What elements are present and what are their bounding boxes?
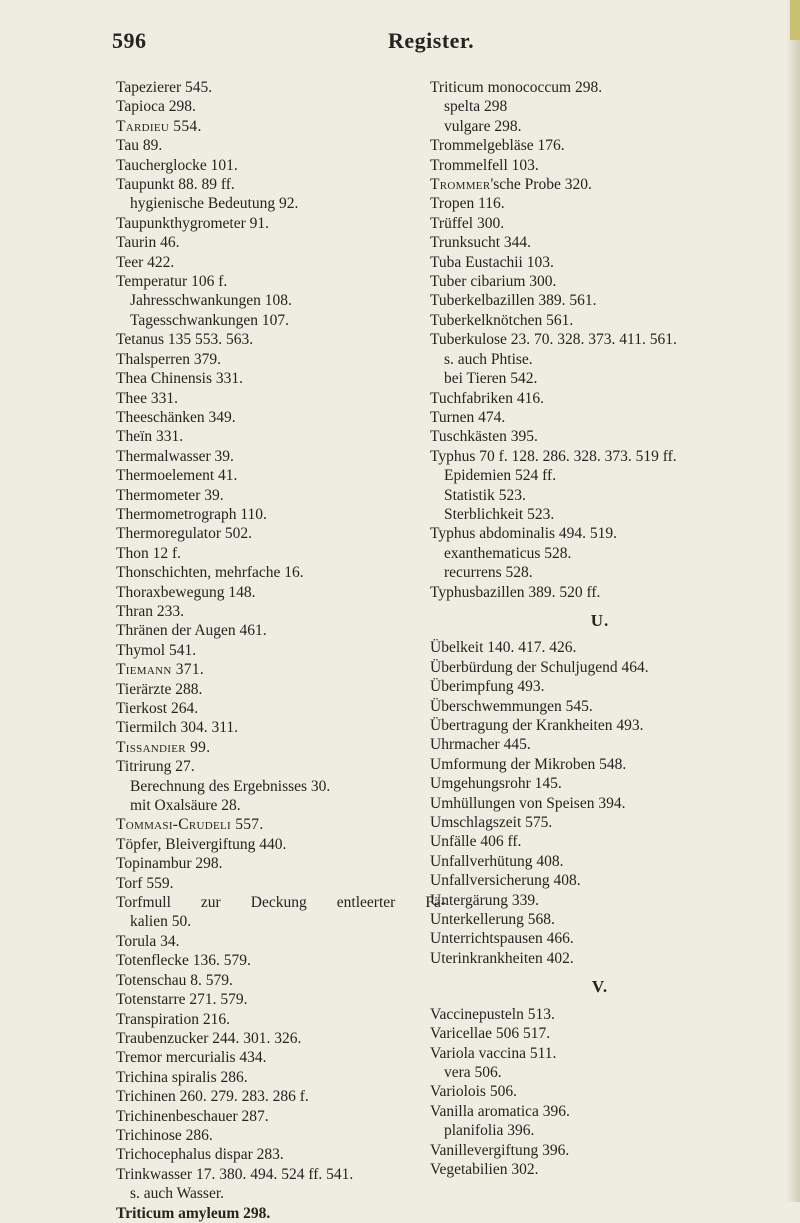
index-entry: Umschlagszeit 575. [430,814,553,832]
index-entry: Tiemann 371. [116,661,205,679]
index-entry: Tierkost 264. [116,700,199,717]
index-entry: Tissandier 99. [116,738,211,756]
index-entry: Thalsperren 379. [116,350,222,368]
index-entry: Transpiration 216. [116,1010,230,1028]
page-header [0,28,800,58]
index-entry: Tapezierer 545. [116,79,213,96]
index-subentry: Berechnung des Ergebnisses 30. [130,777,331,795]
index-entry: Typhus 70 f. 128. 286. 328. 373. 519 ff. [430,447,677,465]
index-entry: Traubenzucker 244. 301. 326. [116,1029,302,1047]
index-subentry: s. auch Wasser. [130,1185,225,1203]
index-entry: Thränen der Augen 461. [116,622,267,640]
entry-rest: 'sche Probe 320. [490,176,592,194]
index-entry: Umgehungsrohr 145. [430,775,562,793]
index-entry: Totenflecke 136. 579. [116,952,251,970]
index-entry: Tuschkästen 395. [430,428,538,446]
index-entry: Taucherglocke 101. [116,156,238,174]
index-entry: Tetanus 135 553. 563. [116,331,254,349]
index-entry: Tierärzte 288. [116,680,203,698]
index-subentry: vera 506. [444,1063,502,1081]
index-entry: Thermometrograph 110. [116,505,267,523]
index-entry: Unfälle 406 ff. [430,833,522,851]
index-entry: Tuberkelknötchen 561. [430,311,574,329]
index-entry: Trunksucht 344. [430,234,532,252]
index-entry: Trüffel 300. [430,214,505,232]
index-subentry: exanthematicus 528. [444,544,572,562]
index-entry: Thermometer 39. [116,486,224,504]
index-entry: Unfallversicherung 408. [430,872,581,890]
index-entry: Trichina spiralis 286. [116,1068,248,1086]
index-subentry: s. auch Phtise. [444,350,533,368]
index-entry: Tuba Eustachii 103. [430,253,554,271]
index-entry: Triticum monococcum 298. [430,79,603,96]
index-entry: Vanillevergiftung 396. [430,1141,570,1159]
index-entry: Thonschichten, mehrfache 16. [116,564,304,582]
index-entry: Thoraxbewegung 148. [116,583,256,601]
index-entry: Unfallverhütung 408. [430,852,564,870]
index-entry: Tropen 116. [430,195,505,213]
index-entry: Torfmull zur Deckung entleerter Fä- [116,894,446,912]
index-entry: Turnen 474. [430,408,506,426]
index-subentry: hygienische Bedeutung 92. [130,195,299,213]
index-subentry: kalien 50. [130,913,192,931]
index-subentry: spelta 298 [444,98,508,116]
section-letter-heading: V. [591,977,609,997]
index-entry: Tau 89. [116,137,163,155]
index-subentry: vulgare 298. [444,117,522,135]
index-entry: Variola vaccina 511. [430,1044,557,1062]
index-entry: Typhusbazillen 389. 520 ff. [430,583,601,601]
index-entry: Übertragung der Krankheiten 493. [430,717,644,734]
index-entry: Tuber cibarium 300. [430,273,557,291]
index-entry: Varicellae 506 517. [430,1025,551,1043]
index-subentry: Tagesschwankungen 107. [130,311,290,329]
index-entry: Uterinkrankheiten 402. [430,949,574,967]
index-entry: Tuberkulose 23. 70. 328. 373. 411. 561. [430,331,677,349]
index-entry: Typhus abdominalis 494. 519. [430,525,618,543]
index-entry: Tommasi-Crudeli 557. [116,816,264,834]
index-entry [430,175,770,194]
index-subentry: bei Tieren 542. [444,370,538,388]
index-column-right [430,78,770,1179]
index-entry: Teer 422. [116,253,175,271]
index-entry: Töpfer, Bleivergiftung 440. [116,835,287,853]
index-entry: Thermoelement 41. [116,467,238,485]
index-entry: Übelkeit 140. 417. 426. [430,639,577,657]
index-entry: Taupunkt 88. 89 ff. [116,176,235,194]
index-entry: Uhrmacher 445. [430,736,531,754]
index-entry: Thermalwasser 39. [116,447,234,465]
index-entry: Tremor mercurialis 434. [116,1049,267,1067]
page-number: 596 [112,28,147,53]
index-subentry: Statistik 523. [444,486,526,504]
index-subentry: Jahresschwankungen 108. [130,292,292,310]
index-entry: Thea Chinensis 331. [116,370,243,388]
index-entry: Überimpfung 493. [430,678,545,696]
index-entry: Überbürdung der Schuljugend 464. [430,658,649,676]
index-entry: Trichinenbeschauer 287. [116,1107,269,1125]
index-entry: Trommelfell 103. [430,156,539,174]
index-entry: Vanilla aromatica 396. [430,1102,570,1120]
index-entry: Thee 331. [116,389,178,407]
author-name: Trommer [430,176,491,194]
index-entry: Vegetabilien 302. [430,1160,539,1178]
index-entry: Untergärung 339. [430,891,540,909]
index-column-left [116,78,446,1223]
index-entry: Thran 233. [116,602,185,620]
running-title: Register. [388,28,475,53]
section-letter-heading: U. [590,610,610,630]
index-entry: Überschwemmungen 545. [430,697,593,715]
index-entry: Theeschänken 349. [116,408,236,426]
index-subentry: Epidemien 524 ff. [444,467,557,485]
index-entry: Thymol 541. [116,641,197,659]
index-entry: Tuchfabriken 416. [430,389,544,407]
index-entry: Taurin 46. [116,234,180,252]
index-entry: Taupunkthygrometer 91. [116,214,270,232]
index-entry: Tardieu 554. [116,117,202,135]
index-entry: Totenstarre 271. 579. [116,991,248,1009]
index-entry: Thermoregulator 502. [116,525,253,543]
index-entry: Thon 12 f. [116,544,182,562]
index-entry: Unterkellerung 568. [430,911,555,929]
index-entry: Tapioca 298. [116,98,196,116]
index-entry: Variolois 506. [430,1083,517,1101]
page-edge-tab [790,0,800,40]
index-entry: Titrirung 27. [116,758,195,776]
index-entry: Topinambur 298. [116,855,223,873]
index-entry: Trichinose 286. [116,1126,213,1144]
index-entry: Torf 559. [116,874,174,892]
index-entry: Torula 34. [116,932,180,950]
page-edge-shadow [786,0,800,1202]
index-entry: Totenschau 8. 579. [116,971,233,989]
index-entry: Tiermilch 304. 311. [116,719,238,737]
index-entry: Unterrichtspausen 466. [430,930,574,948]
index-entry: Temperatur 106 f. [116,273,228,291]
index-entry: Trichinen 260. 279. 283. 286 f. [116,1088,309,1106]
index-subentry: mit Oxalsäure 28. [130,797,241,815]
index-entry: Theïn 331. [116,428,184,446]
index-entry: Trinkwasser 17. 380. 494. 524 ff. 541. [116,1165,354,1183]
index-entry: Umhüllungen von Speisen 394. [430,794,626,812]
index-entry: Umformung der Mikroben 548. [430,755,627,773]
index-entry: Vaccinepusteln 513. [430,1005,555,1023]
index-subentry: planifolia 396. [444,1122,535,1140]
index-entry: Triticum amyleum 298. [116,1204,271,1222]
index-subentry: recurrens 528. [444,564,533,582]
index-entry: Tuberkelbazillen 389. 561. [430,292,597,310]
index-subentry: Sterblichkeit 523. [444,505,555,523]
index-entry: Trommelgebläse 176. [430,137,565,155]
index-entry: Trichocephalus dispar 283. [116,1146,284,1164]
